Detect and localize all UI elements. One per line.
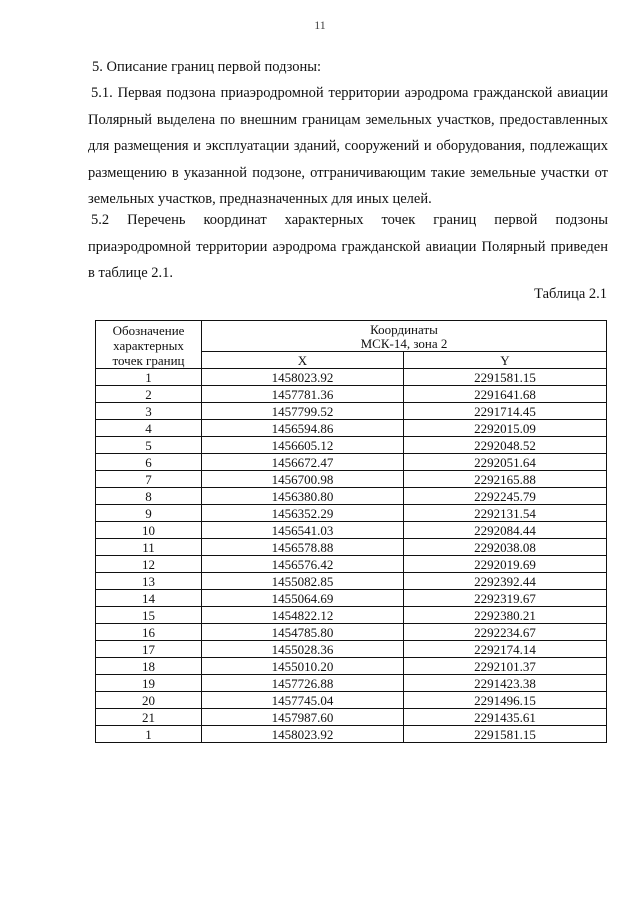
- table-row: [96, 403, 607, 420]
- x-coordinate-cell: 1457799.52: [202, 403, 404, 420]
- table-row: [96, 505, 607, 522]
- x-coordinate-cell: 1455064.69: [202, 590, 404, 607]
- x-coordinate-cell: 1457745.04: [202, 692, 404, 709]
- table-row: [96, 709, 607, 726]
- table-row: [96, 386, 607, 403]
- page-number: 11: [314, 18, 326, 32]
- section-heading: 5. Описание границ первой подзоны:: [92, 59, 322, 75]
- y-coordinate-cell: 2292101.37: [404, 658, 607, 675]
- point-number-cell: 9: [96, 505, 202, 522]
- coordinates-table-body: [96, 369, 607, 743]
- point-number-cell: 20: [96, 692, 202, 709]
- point-number-cell: 12: [96, 556, 202, 573]
- y-coordinate-cell: 2292048.52: [404, 437, 607, 454]
- y-coordinate-cell: 2292038.08: [404, 539, 607, 556]
- table-row: [96, 641, 607, 658]
- point-number-cell: 14: [96, 590, 202, 607]
- x-coordinate-cell: 1456700.98: [202, 471, 404, 488]
- y-coordinate-cell: 2291496.15: [404, 692, 607, 709]
- y-coordinate-cell: 2291641.68: [404, 386, 607, 403]
- y-coordinate-cell: 2292174.14: [404, 641, 607, 658]
- point-number-cell: 2: [96, 386, 202, 403]
- table-row: [96, 522, 607, 539]
- table-row: [96, 573, 607, 590]
- table-row: [96, 726, 607, 743]
- point-number-cell: 11: [96, 539, 202, 556]
- y-coordinate-cell: 2292131.54: [404, 505, 607, 522]
- x-coordinate-cell: 1456605.12: [202, 437, 404, 454]
- coordinates-table: [95, 320, 607, 743]
- x-coordinate-cell: 1457781.36: [202, 386, 404, 403]
- y-coordinate-cell: 2292019.69: [404, 556, 607, 573]
- point-number-cell: 3: [96, 403, 202, 420]
- y-coordinate-cell: 2292380.21: [404, 607, 607, 624]
- x-coordinate-cell: 1458023.92: [202, 726, 404, 743]
- table-row: [96, 692, 607, 709]
- y-coordinate-cell: 2292234.67: [404, 624, 607, 641]
- header-point-label: Обозначение характерных точек границ: [96, 321, 202, 369]
- header-coordinate-system: МСК-14, зона 2: [360, 335, 448, 351]
- x-coordinate-cell: 1455028.36: [202, 641, 404, 658]
- table-row: [96, 539, 607, 556]
- table-row: [96, 454, 607, 471]
- point-number-cell: 19: [96, 675, 202, 692]
- header-coordinates: [202, 321, 607, 352]
- table-row: [96, 556, 607, 573]
- table-row: [96, 624, 607, 641]
- y-coordinate-cell: 2292392.44: [404, 573, 607, 590]
- x-coordinate-cell: 1455010.20: [202, 658, 404, 675]
- x-coordinate-cell: 1456576.42: [202, 556, 404, 573]
- point-number-cell: 7: [96, 471, 202, 488]
- x-coordinate-cell: 1456541.03: [202, 522, 404, 539]
- point-number-cell: 13: [96, 573, 202, 590]
- y-coordinate-cell: 2291435.61: [404, 709, 607, 726]
- x-coordinate-cell: 1456672.47: [202, 454, 404, 471]
- point-number-cell: 5: [96, 437, 202, 454]
- table-row: [96, 607, 607, 624]
- point-number-cell: 10: [96, 522, 202, 539]
- point-number-cell: 6: [96, 454, 202, 471]
- x-coordinate-cell: 1454822.12: [202, 607, 404, 624]
- paragraph-5-1: 5.1. Первая подзона приаэродромной территории аэродрома гражданской авиации Полярный выделена по внешним границам земельных участков, предоставленных для размещения и эксплуатации зданий, сооружений и оборудования, подлежащих размещению в указанной подзоне, отграничивающим такие земельные участки от земельных участков, предназначенных для иных целей.: [88, 85, 608, 207]
- table-row: [96, 675, 607, 692]
- x-coordinate-cell: 1457726.88: [202, 675, 404, 692]
- point-number-cell: 17: [96, 641, 202, 658]
- x-coordinate-cell: 1457987.60: [202, 709, 404, 726]
- x-coordinate-cell: 1458023.92: [202, 369, 404, 386]
- table-row: [96, 420, 607, 437]
- y-coordinate-cell: 2292165.88: [404, 471, 607, 488]
- point-number-cell: 21: [96, 709, 202, 726]
- point-number-cell: 15: [96, 607, 202, 624]
- table-row: [96, 471, 607, 488]
- x-coordinate-cell: 1454785.80: [202, 624, 404, 641]
- point-number-cell: 8: [96, 488, 202, 505]
- y-coordinate-cell: 2292015.09: [404, 420, 607, 437]
- table-row: [96, 658, 607, 675]
- point-number-cell: 1: [96, 726, 202, 743]
- table-caption: Таблица 2.1: [534, 286, 607, 302]
- table-row: [96, 369, 607, 386]
- header-coordinates-title: Координаты: [370, 321, 438, 337]
- y-coordinate-cell: 2292084.44: [404, 522, 607, 539]
- x-coordinate-cell: 1455082.85: [202, 573, 404, 590]
- x-coordinate-cell: 1456352.29: [202, 505, 404, 522]
- table-row: [96, 590, 607, 607]
- point-number-cell: 4: [96, 420, 202, 437]
- y-coordinate-cell: 2291581.15: [404, 369, 607, 386]
- table-row: [96, 488, 607, 505]
- table-row: [96, 437, 607, 454]
- x-coordinate-cell: 1456578.88: [202, 539, 404, 556]
- y-coordinate-cell: 2292245.79: [404, 488, 607, 505]
- point-number-cell: 16: [96, 624, 202, 641]
- y-coordinate-cell: 2291581.15: [404, 726, 607, 743]
- paragraph-5-2: 5.2 Перечень координат характерных точек границ первой подзоны приаэродромной территории аэродрома гражданской авиации Полярный приведен в таблице 2.1.: [88, 212, 608, 281]
- header-x: X: [202, 352, 404, 369]
- point-number-cell: 18: [96, 658, 202, 675]
- y-coordinate-cell: 2292051.64: [404, 454, 607, 471]
- point-number-cell: 1: [96, 369, 202, 386]
- header-y: Y: [404, 352, 607, 369]
- y-coordinate-cell: 2291423.38: [404, 675, 607, 692]
- y-coordinate-cell: 2291714.45: [404, 403, 607, 420]
- x-coordinate-cell: 1456380.80: [202, 488, 404, 505]
- x-coordinate-cell: 1456594.86: [202, 420, 404, 437]
- y-coordinate-cell: 2292319.67: [404, 590, 607, 607]
